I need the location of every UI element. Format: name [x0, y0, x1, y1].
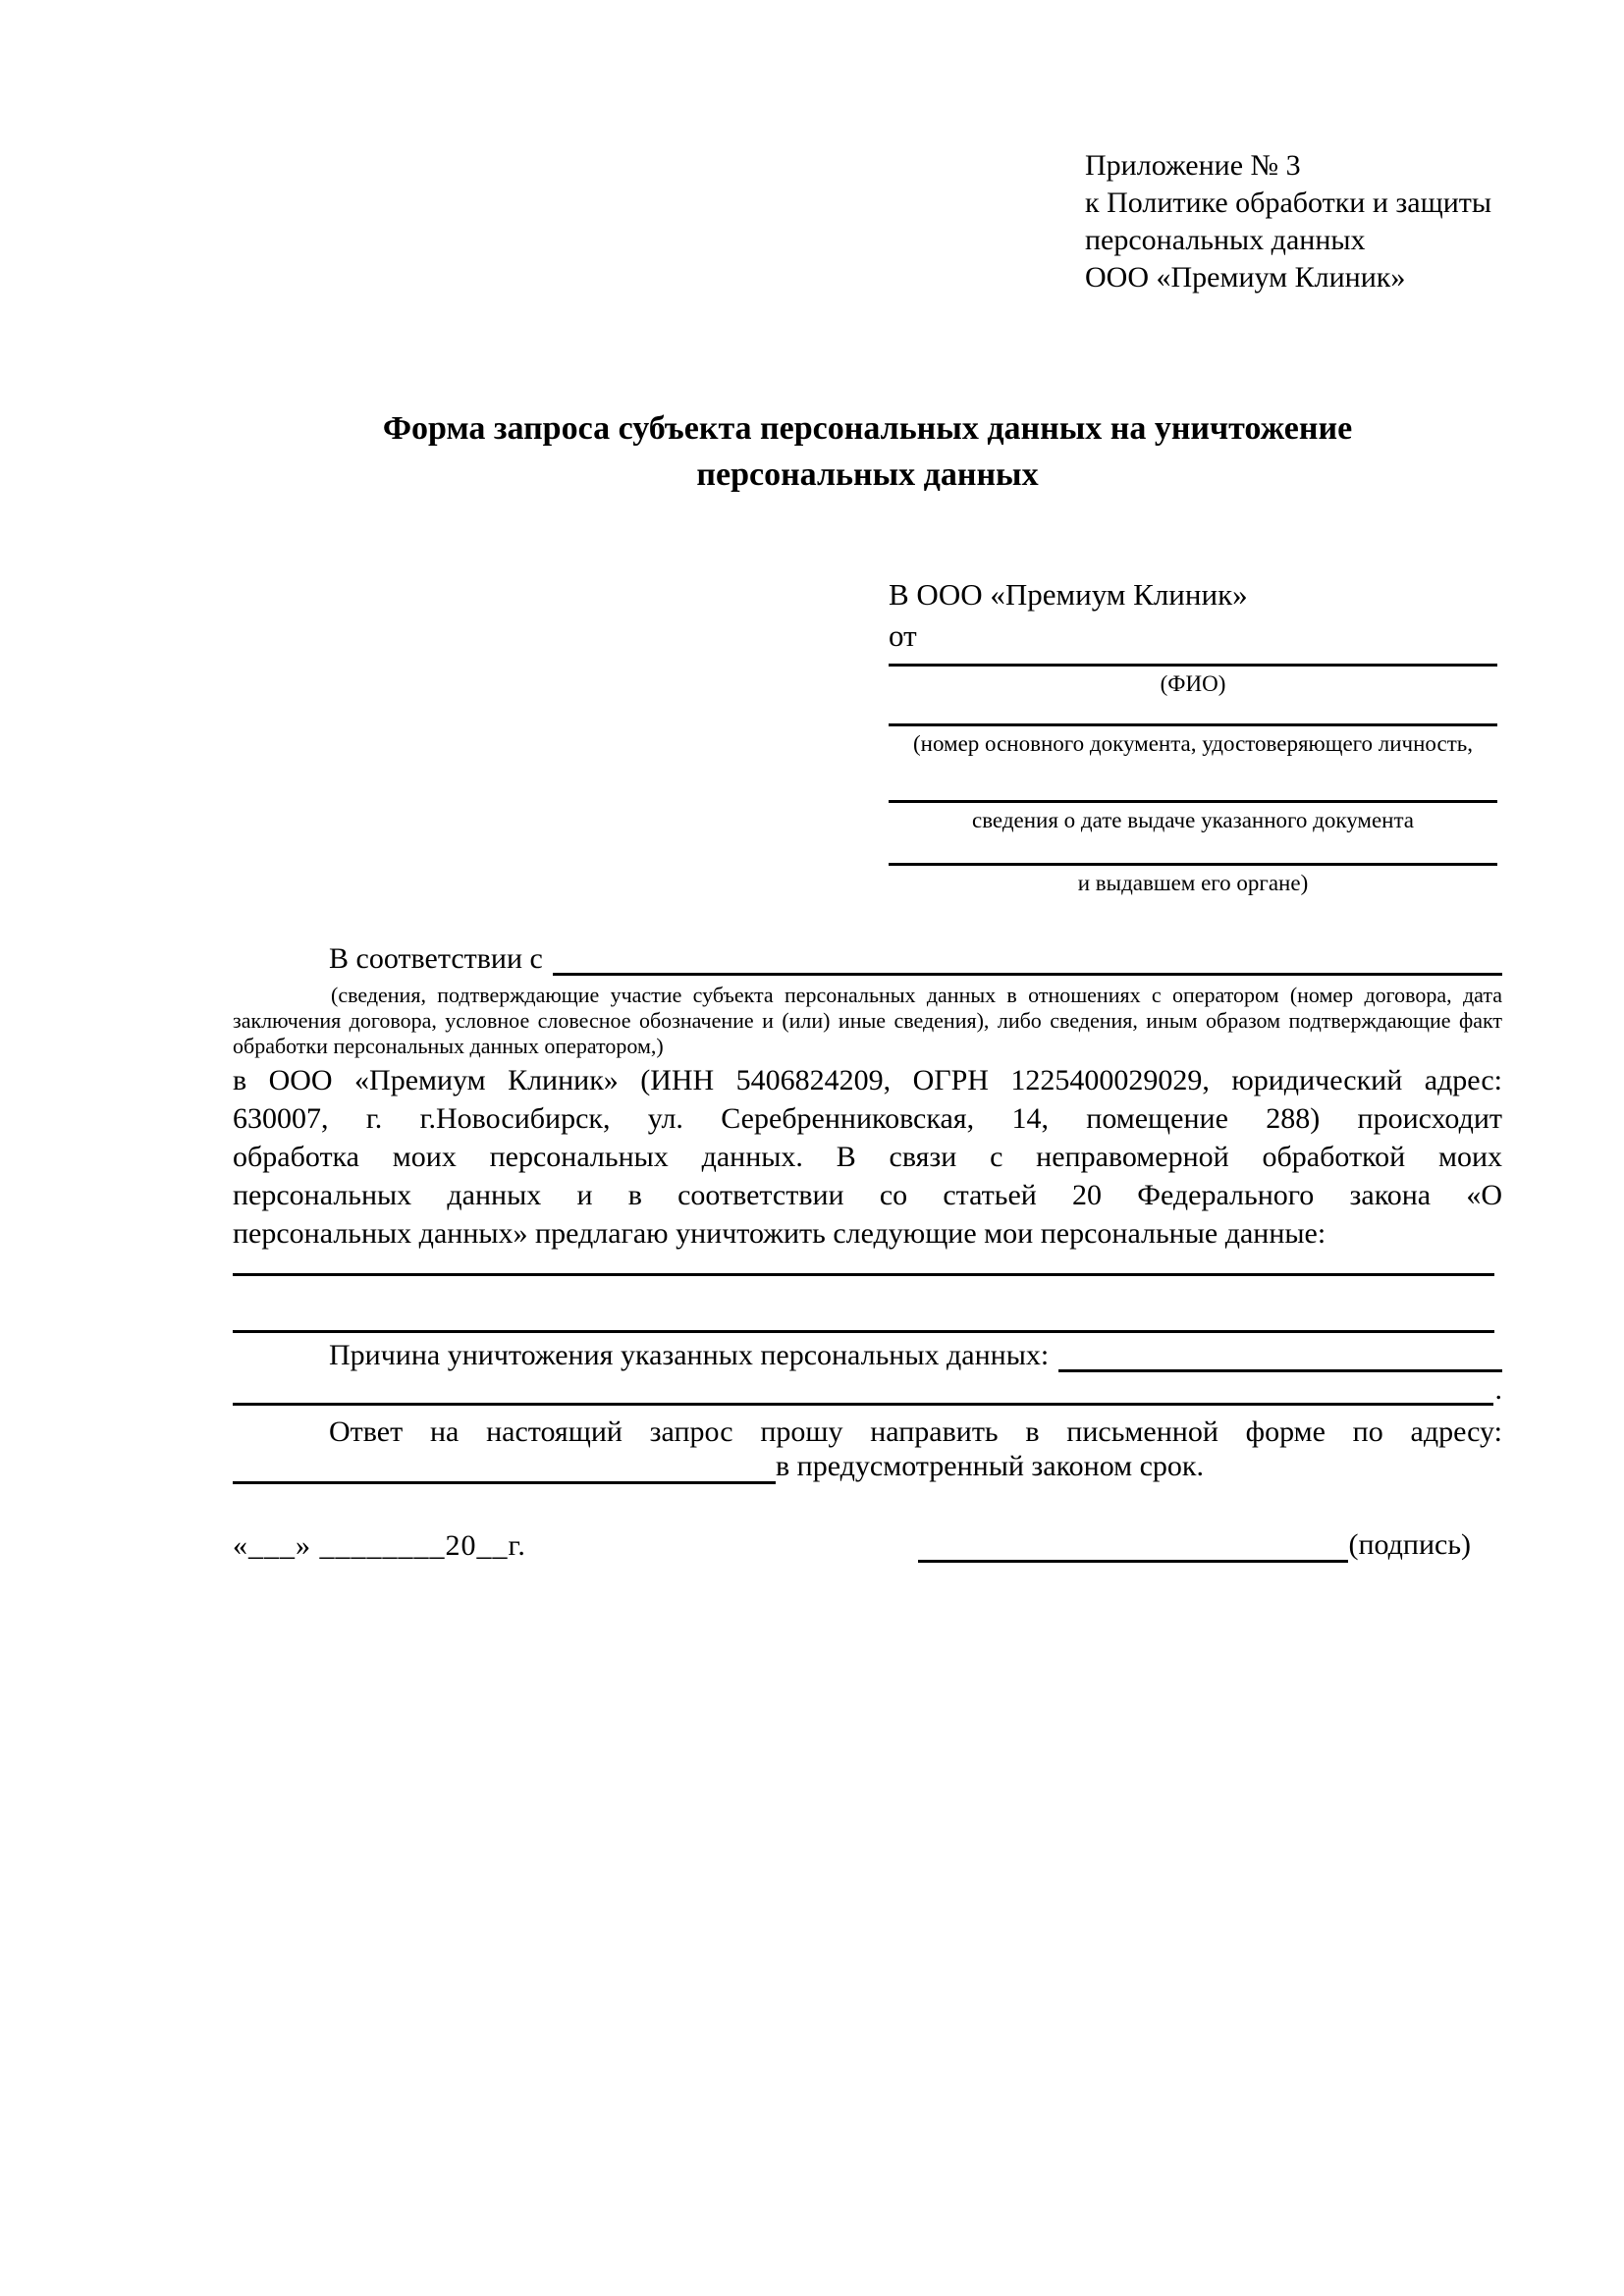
signature-blank-line [918, 1527, 1348, 1563]
reason-continuation-line [233, 1374, 1502, 1406]
id-document-caption-3: и выдавшем его органе) [1077, 871, 1309, 895]
annex-line-3: персональных данных [1085, 224, 1366, 256]
reason-blank-line [1058, 1339, 1502, 1372]
main-paragraph-line-4: персональных данных и в соответствии со статьей 20 Федерального закона «О [233, 1179, 1502, 1211]
id-document-blank-line-3 [889, 832, 1497, 866]
response-address-line [233, 1449, 1502, 1484]
addressee-block [889, 574, 1497, 895]
accordance-note-line-3: обработки персональных данных оператором,) [233, 1034, 664, 1058]
main-paragraph [233, 1061, 1502, 1253]
id-document-blank-line-1 [889, 696, 1497, 726]
addressee-from-label: от [889, 618, 917, 653]
response-sentence-tail: в предусмотренный законом срок. [776, 1450, 1204, 1482]
response-sentence: Ответ на настоящий запрос прошу направить в письменной форме по адресу: [329, 1415, 1502, 1448]
id-document-caption-1: (номер основного документа, удостоверяющего личность, [912, 731, 1473, 756]
addressee-to: В ООО «Премиум Клиник» [889, 577, 1248, 612]
signature-caption: (подпись) [1348, 1528, 1471, 1561]
paragraph-indent [233, 942, 329, 976]
address-blank-line [233, 1449, 776, 1484]
main-paragraph-line-5: персональных данных» предлагаю уничтожить следующие мои персональные данные: [233, 1217, 1326, 1250]
data-blank-line-2 [233, 1330, 1494, 1333]
date-blank: «___» ________20__г. [233, 1529, 526, 1562]
accordance-note [233, 983, 1502, 1059]
main-paragraph-line-1: в ООО «Премиум Клиник» (ИНН 5406824209, ОГРН 1225400029029, юридический адрес: [233, 1064, 1502, 1096]
accordance-line [233, 942, 1502, 976]
id-document-blank-line-2 [889, 756, 1497, 803]
reason-label: Причина уничтожения указанных персональных данных: [329, 1339, 1050, 1371]
fio-blank-line [889, 657, 1497, 667]
annex-header-block [1085, 147, 1491, 296]
paragraph-indent [233, 1339, 329, 1372]
accordance-label: В соответствии с [329, 942, 543, 975]
reason-blank-line-2 [233, 1374, 1493, 1406]
main-paragraph-line-3: обработка моих персональных данных. В связи с неправомерной обработкой моих [233, 1141, 1502, 1173]
reason-line [233, 1339, 1502, 1372]
page-title-line-1: Форма запроса субъекта персональных данных на уничтожение [382, 410, 1353, 447]
accordance-note-line-1: (сведения, подтверждающие участие субъекта персональных данных в отношениях с оператором (номер договора, дата [331, 983, 1502, 1007]
accordance-note-line-2: заключения договора, условное словесное обозначение и (или) иные сведения), либо сведения, иным образом подтверждающие факт [233, 1008, 1502, 1033]
data-blank-line-1 [233, 1273, 1494, 1276]
id-document-caption-2: сведения о дате выдаче указанного документа [971, 808, 1415, 832]
main-paragraph-line-2: 630007, г. г.Новосибирск, ул. Серебренниковская, 14, помещение 288) происходит [233, 1102, 1502, 1135]
annex-line-2: к Политике обработки и защиты [1085, 187, 1492, 219]
page-title-line-2: персональных данных [696, 456, 1039, 493]
page-title [233, 405, 1502, 498]
line-terminator: . [1494, 1373, 1502, 1406]
signature-area [918, 1527, 1471, 1563]
annex-line-4: ООО «Премиум Клиник» [1085, 261, 1406, 294]
annex-line-1: Приложение № 3 [1085, 149, 1301, 182]
fio-caption: (ФИО) [1160, 671, 1226, 696]
accordance-blank-line [553, 942, 1502, 976]
